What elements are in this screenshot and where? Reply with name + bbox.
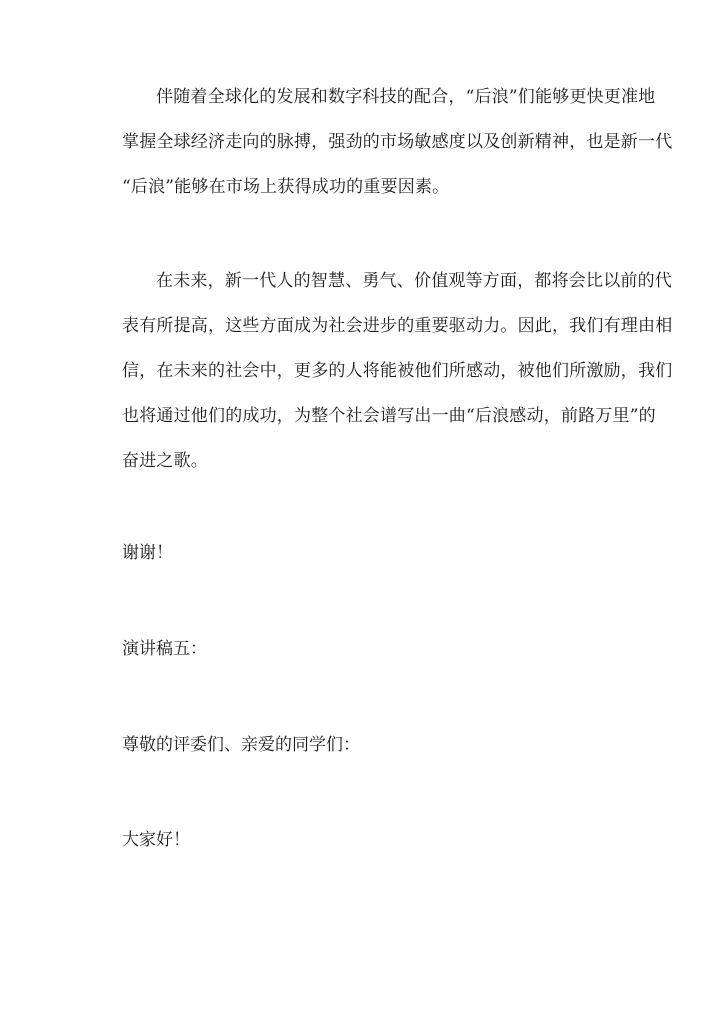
thanks-line: 谢谢！ xyxy=(122,543,173,563)
text-line: 在未来，新一代人的智慧、勇气、价值观等方面，都将会比以前的代 xyxy=(156,271,672,291)
speech-title: 演讲稿五： xyxy=(122,639,207,659)
paragraph-globalization xyxy=(88,75,673,210)
text-line: 信，在未来的社会中，更多的人将能被他们所感动，被他们所激励，我们 xyxy=(122,361,673,381)
text-line: 奋进之歌。 xyxy=(122,451,208,471)
paragraph-future xyxy=(88,259,673,484)
text-line: 伴随着全球化的发展和数字科技的配合，“后浪”们能够更快更准地 xyxy=(156,87,656,107)
greeting-line: 大家好！ xyxy=(122,830,190,850)
salutation-line: 尊敬的评委们、亲爱的同学们： xyxy=(122,735,360,755)
text-line: 表有所提高，这些方面成为社会进步的重要驱动力。因此，我们有理由相 xyxy=(122,316,673,336)
text-line: 也将通过他们的成功，为整个社会谱写出一曲“后浪感动，前路万里”的 xyxy=(122,406,656,426)
text-line: “后浪”能够在市场上获得成功的重要因素。 xyxy=(122,177,450,197)
text-line: 掌握全球经济走向的脉搏，强劲的市场敏感度以及创新精神，也是新一代 xyxy=(122,132,673,152)
